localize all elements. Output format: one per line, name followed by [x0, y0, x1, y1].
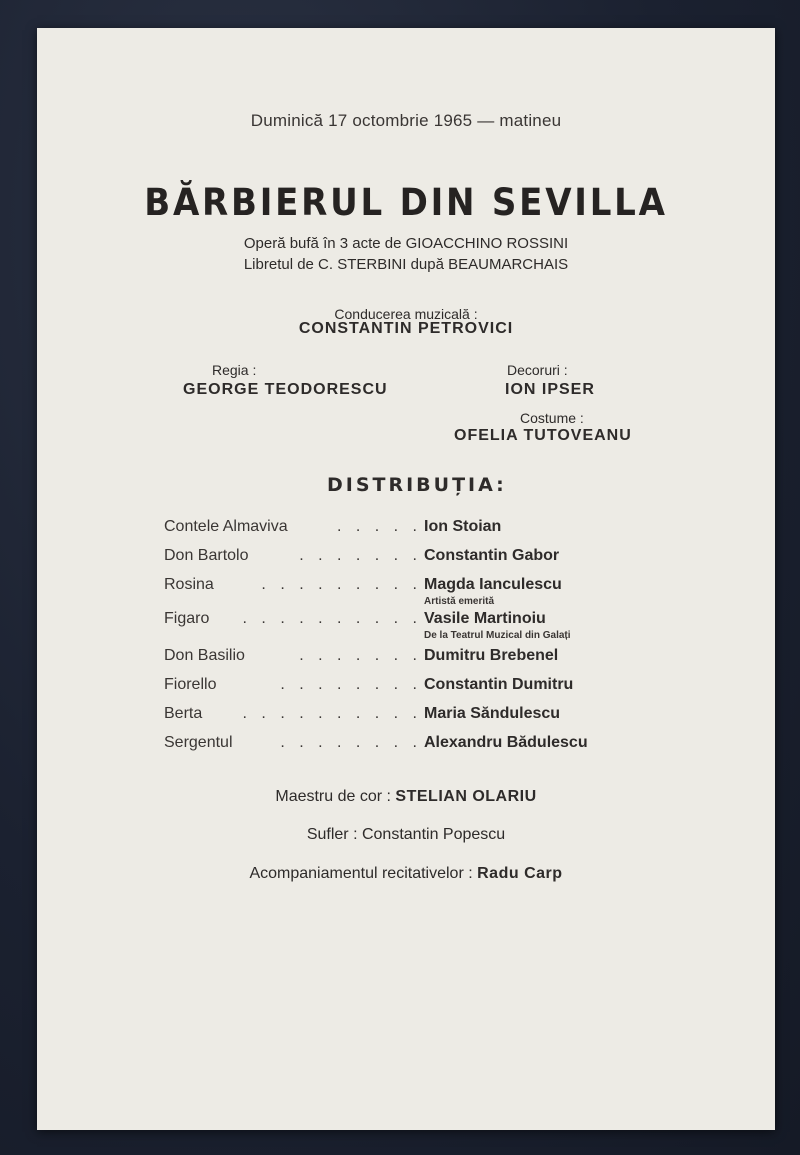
cast-row: [37, 647, 775, 677]
leader-dots: . . . . . . . . .: [261, 576, 422, 593]
leader-dots: . . . . . . .: [299, 647, 422, 664]
cast-singer: Constantin Gabor: [424, 547, 560, 564]
leader-dots: . . . . . . . .: [280, 734, 422, 751]
leader-dots: . . . . . . . .: [280, 676, 422, 693]
cast-note: De la Teatrul Muzical din Galați: [424, 630, 571, 641]
cast-row: [37, 705, 775, 735]
libretto-credit: Libretul de C. STERBINI după BEAUMARCHAIS: [243, 256, 569, 273]
cast-role: Figaro: [164, 610, 210, 627]
cast-note: Artistă emerită: [424, 596, 495, 607]
cast-row: [37, 576, 775, 606]
chorus-master-name: STELIAN OLARIU: [395, 788, 537, 805]
cast-singer: Maria Săndulescu: [424, 705, 561, 722]
recitative-name: Radu Carp: [477, 865, 563, 882]
prompter-line: [37, 826, 775, 844]
sets-name: ION IPSER: [505, 381, 595, 398]
cast-singer: Vasile Martinoiu: [424, 610, 546, 627]
chorus-master-label: Maestru de cor :: [275, 788, 391, 805]
cast-role: Don Bartolo: [164, 547, 249, 564]
recitative-label: Acompaniamentul recitativelor :: [249, 865, 473, 882]
cast-role: Fiorello: [164, 676, 217, 693]
cast-row: [37, 734, 775, 764]
cast-row: [37, 518, 775, 548]
cast-role: Don Basilio: [164, 647, 245, 664]
costumes-name: OFELIA TUTOVEANU: [454, 427, 632, 444]
opera-title: BĂRBIERUL DIN SEVILLA: [144, 181, 668, 224]
opera-subtitle: Operă bufă în 3 acte de GIOACCHINO ROSSINI: [243, 235, 569, 252]
musical-direction-name: CONSTANTIN PETROVICI: [298, 320, 514, 337]
recitative-line: [37, 865, 775, 883]
cast-row: [37, 676, 775, 706]
program-page: [37, 28, 775, 1130]
cast-heading: DISTRIBUȚIA:: [327, 474, 507, 496]
cast-row: [37, 610, 775, 640]
leader-dots: . . . . . . . . . .: [242, 705, 422, 722]
musical-direction-label: Conducerea muzicală :: [334, 306, 478, 322]
cast-role: Berta: [164, 705, 203, 722]
direction-name: GEORGE TEODORESCU: [183, 381, 388, 398]
direction-label: Regia :: [212, 362, 257, 378]
cast-singer: Constantin Dumitru: [424, 676, 574, 693]
costumes-label: Costume :: [520, 410, 584, 426]
cast-singer: Alexandru Bădulescu: [424, 734, 588, 751]
cast-role: Rosina: [164, 576, 214, 593]
performance-date: Duminică 17 octombrie 1965 — matineu: [250, 111, 562, 130]
leader-dots: . . . . . . .: [299, 547, 422, 564]
prompter-label: Sufler :: [306, 826, 358, 843]
cast-singer: Magda Ianculescu: [424, 576, 562, 593]
cast-role: Contele Almaviva: [164, 518, 288, 535]
sets-label: Decoruri :: [507, 362, 568, 378]
leader-dots: . . . . .: [336, 518, 422, 535]
chorus-master-line: [37, 788, 775, 806]
cast-row: [37, 547, 775, 577]
cast-role: Sergentul: [164, 734, 233, 751]
cast-singer: Ion Stoian: [424, 518, 502, 535]
leader-dots: . . . . . . . . . .: [242, 610, 422, 627]
cast-singer: Dumitru Brebenel: [424, 647, 559, 664]
prompter-name: Constantin Popescu: [361, 826, 506, 843]
